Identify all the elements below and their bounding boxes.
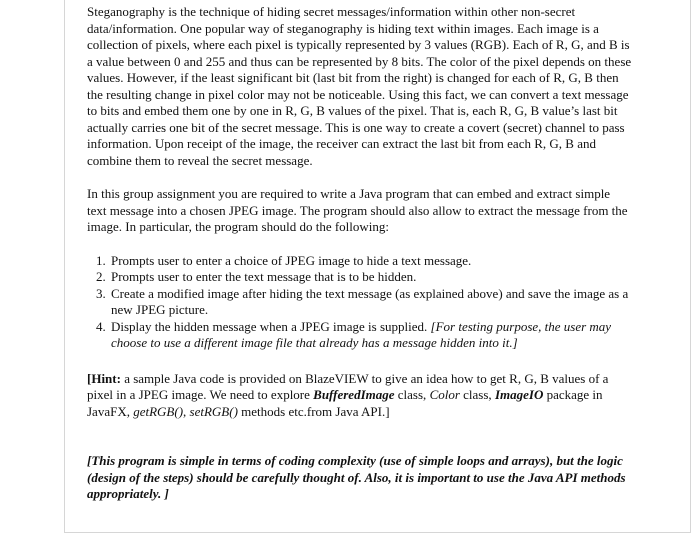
hint-text: class, <box>394 387 430 402</box>
hint-text: class, <box>459 387 495 402</box>
task-item-2 <box>109 269 632 286</box>
document-page <box>64 0 691 533</box>
task-item-3 <box>109 286 632 319</box>
intro-paragraph: Steganography is the technique of hiding secret messages/information within other non-secret data/information. One popular way of steganography is hiding text within images. Each image is a collection of pixels, where each pixel is typically represented by 3 values (RGB). Each of R, G, and B is a value between 0 and 255 and thus can be represented by 8 bits. The color of the pixel depends on these values. However, if the least significant bit (last bit from the right) is changed for each of R, G, B then the resulting change in pixel color may not be noticeable. Using this fact, we can convert a text message to bits and embed them one by one in R, G, B values of the pixel. That is, each R, G, B value’s last bit actually carries one bit of the secret message. This is one way to create a covert (secret) channel to pass information. Upon receipt of the image, the receiver can extract the last bit from each R, G, B and combine them to reveal the secret message. <box>87 4 632 168</box>
hint-text: a sample Java code is provided on BlazeVIEW to give an idea how to get R, G, B values of a pixel in a JPEG image. We need to explore <box>87 370 609 402</box>
task-text: Display the hidden message when a JPEG image is supplied. <box>111 318 431 334</box>
class-name: ImageIO <box>494 387 544 402</box>
hint-label: [Hint: <box>87 370 121 386</box>
task-text: Prompts user to enter the text message that is to be hidden. <box>111 269 417 284</box>
class-name: Color <box>429 387 460 402</box>
document-body <box>87 4 632 503</box>
method-name: setRGB() <box>189 403 238 419</box>
method-name: getRGB() <box>133 403 184 419</box>
hint-text: methods etc.from Java API.] <box>237 403 390 419</box>
task-text: Create a modified image after hiding the text message (as explained above) and save the image as a new JPEG picture. <box>111 285 629 317</box>
task-4-note: [For testing purpose, the user may choose to use a different image file that already has a message hidden into it.] <box>111 318 612 350</box>
hint-text: package in JavaFX, <box>87 387 603 419</box>
task-text: Prompts user to enter a choice of JPEG image to hide a text message. <box>111 252 472 268</box>
task-item-1 <box>109 253 632 270</box>
hint-paragraph <box>87 371 632 421</box>
task-item-4 <box>109 319 632 352</box>
task-list <box>87 253 632 352</box>
hint-text: , <box>183 403 190 419</box>
note-paragraph: [This program is simple in terms of coding complexity (use of simple loops and arrays), but the logic (design of the steps) should be carefully thought of. Also, it is important to use the Java API methods appropriately. ] <box>87 453 626 501</box>
assignment-paragraph: In this group assignment you are required to write a Java program that can embed and extract simple text message into a chosen JPEG image. The program should also allow to extract the message from the image. In particular, the program should do the following: <box>87 186 628 234</box>
class-name: BufferedImage <box>313 387 395 402</box>
